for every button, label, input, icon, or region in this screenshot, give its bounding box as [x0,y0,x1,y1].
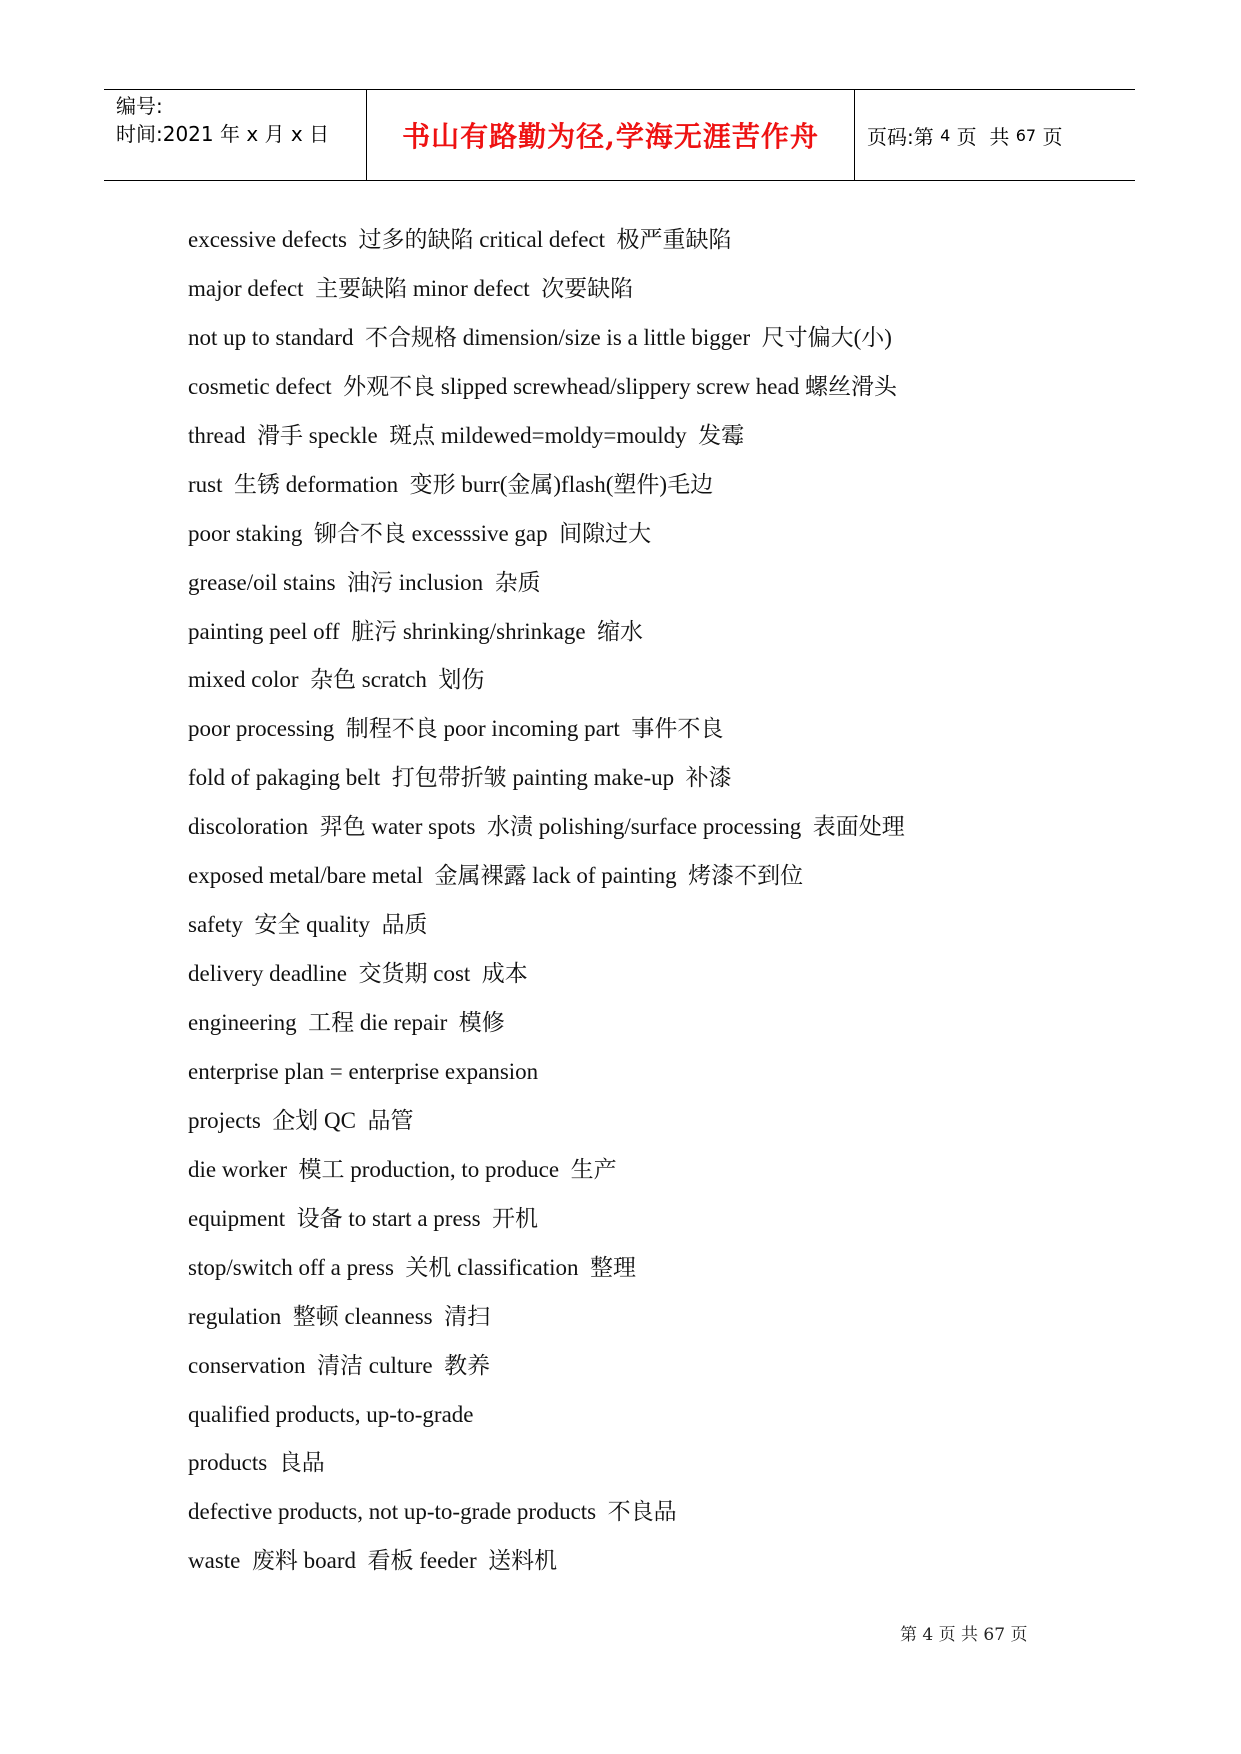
page-header [104,89,1135,181]
glossary-line: safety 安全 quality 品质 [188,912,428,938]
date-label: 时间:2021 年 x 月 x 日 [116,122,330,146]
glossary-line: equipment 设备 to start a press 开机 [188,1205,539,1231]
glossary-line: mixed color 杂色 scratch 划伤 [188,667,485,693]
header-meta [104,90,367,180]
glossary-line: delivery deadline 交货期 cost 成本 [188,961,528,987]
glossary-body [188,216,1088,1586]
glossary-line: regulation 整顿 cleanness 清扫 [188,1303,491,1329]
glossary-line: not up to standard 不合规格 dimension/size is a little bigger 尺寸偏大(小) [188,324,892,350]
glossary-line: excessive defects 过多的缺陷 critical defect 极严重缺陷 [188,227,732,252]
glossary-line: poor processing 制程不良 poor incoming part 事件不良 [188,716,724,742]
header-motto: 书山有路勤为径,学海无涯苦作舟 [367,90,855,180]
glossary-line: cosmetic defect 外观不良 slipped screwhead/slippery screw head 螺丝滑头 [188,373,897,399]
glossary-line: projects 企划 QC 品管 [188,1107,414,1133]
glossary-line: exposed metal/bare metal 金属裸露 lack of painting 烤漆不到位 [188,863,804,889]
glossary-line: painting peel off 脏污 shrinking/shrinkage 缩水 [188,618,644,644]
glossary-line: conservation 清洁 culture 教养 [188,1352,491,1378]
glossary-line: engineering 工程 die repair 模修 [188,1010,505,1035]
glossary-line: thread 滑手 speckle 斑点 mildewed=moldy=mouldy 发霉 [188,422,745,448]
glossary-line: products 良品 [188,1450,325,1476]
glossary-line: defective products, not up-to-grade products 不良品 [188,1499,677,1525]
glossary-line: die worker 模工 production, to produce 生产 [188,1156,617,1182]
page-suffix: 页 [1036,124,1063,149]
page-middle: 页 共 [950,124,1016,149]
current-page: 4 [940,125,951,145]
glossary-line: rust 生锈 deformation 变形 burr(金属)flash(塑件)毛边 [188,471,714,497]
glossary-line: waste 废料 board 看板 feeder 送料机 [188,1548,558,1574]
page-footer: 第 4 页 共 67 页 [900,1625,1028,1645]
glossary-line: grease/oil stains 油污 inclusion 杂质 [188,569,541,595]
page-prefix: 页码:第 [867,124,941,149]
glossary-line: discoloration 羿色 water spots 水渍 polishing/surface processing 表面处理 [188,814,905,840]
glossary-line: poor staking 铆合不良 excesssive gap 间隙过大 [188,520,652,546]
total-pages: 67 [1015,125,1037,145]
glossary-line: enterprise plan = enterprise expansion [188,1058,539,1084]
glossary-line: stop/switch off a press 关机 classification 整理 [188,1254,637,1280]
glossary-line: fold of pakaging belt 打包带折皱 painting make-up 补漆 [188,765,732,791]
header-page-number [855,90,1135,180]
glossary-line: major defect 主要缺陷 minor defect 次要缺陷 [188,275,634,301]
glossary-line: qualified products, up-to-grade [188,1401,474,1427]
serial-number-label: 编号: [116,94,163,118]
